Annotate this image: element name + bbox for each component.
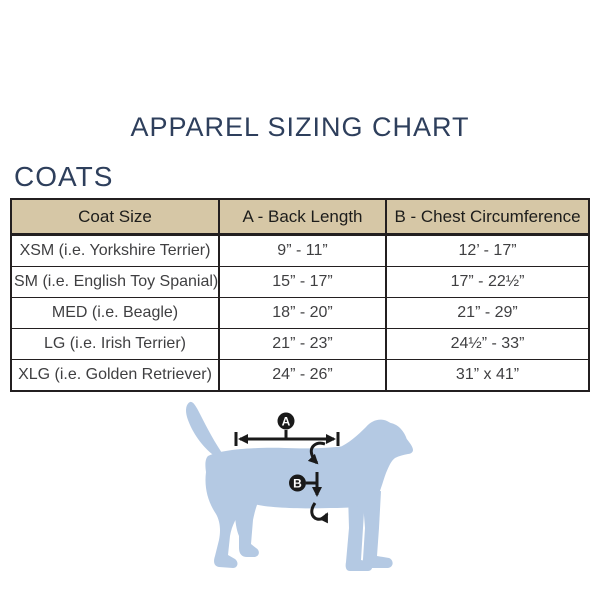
back-length-cell: 21” - 23” bbox=[219, 329, 386, 360]
coat-size-cell: LG (i.e. Irish Terrier) bbox=[11, 329, 219, 360]
header-back-length: A - Back Length bbox=[219, 199, 386, 235]
chest-cell: 17” - 22½” bbox=[386, 267, 589, 298]
back-length-cell: 15” - 17” bbox=[219, 267, 386, 298]
coat-size-cell: XSM (i.e. Yorkshire Terrier) bbox=[11, 235, 219, 267]
header-coat-size: Coat Size bbox=[11, 199, 219, 235]
coat-size-cell: SM (i.e. English Toy Spanial) bbox=[11, 267, 219, 298]
label-b-text: B bbox=[293, 476, 302, 491]
coat-size-cell: XLG (i.e. Golden Retriever) bbox=[11, 360, 219, 392]
chest-cell: 31” x 41” bbox=[386, 360, 589, 392]
table-row bbox=[11, 298, 589, 329]
header-chest-circumference: B - Chest Circumference bbox=[386, 199, 589, 235]
table-row bbox=[11, 267, 589, 298]
page-title: APPAREL SIZING CHART bbox=[130, 112, 470, 142]
chest-cell: 21” - 29” bbox=[386, 298, 589, 329]
label-a-badge bbox=[278, 413, 295, 430]
chest-cell: 12’ - 17” bbox=[386, 235, 589, 267]
chest-cell: 24½” - 33” bbox=[386, 329, 589, 360]
section-title: COATS bbox=[14, 161, 114, 192]
sizing-table bbox=[10, 198, 590, 392]
table-header-row bbox=[11, 199, 589, 235]
back-length-cell: 24” - 26” bbox=[219, 360, 386, 392]
coat-size-cell: MED (i.e. Beagle) bbox=[11, 298, 219, 329]
label-b-badge bbox=[289, 475, 306, 492]
back-length-cell: 9” - 11” bbox=[219, 235, 386, 267]
back-length-cell: 18” - 20” bbox=[219, 298, 386, 329]
table-row bbox=[11, 360, 589, 392]
table-row bbox=[11, 329, 589, 360]
dog-measurement-diagram bbox=[160, 388, 460, 588]
table-row bbox=[11, 235, 589, 267]
label-a-text: A bbox=[281, 414, 291, 429]
